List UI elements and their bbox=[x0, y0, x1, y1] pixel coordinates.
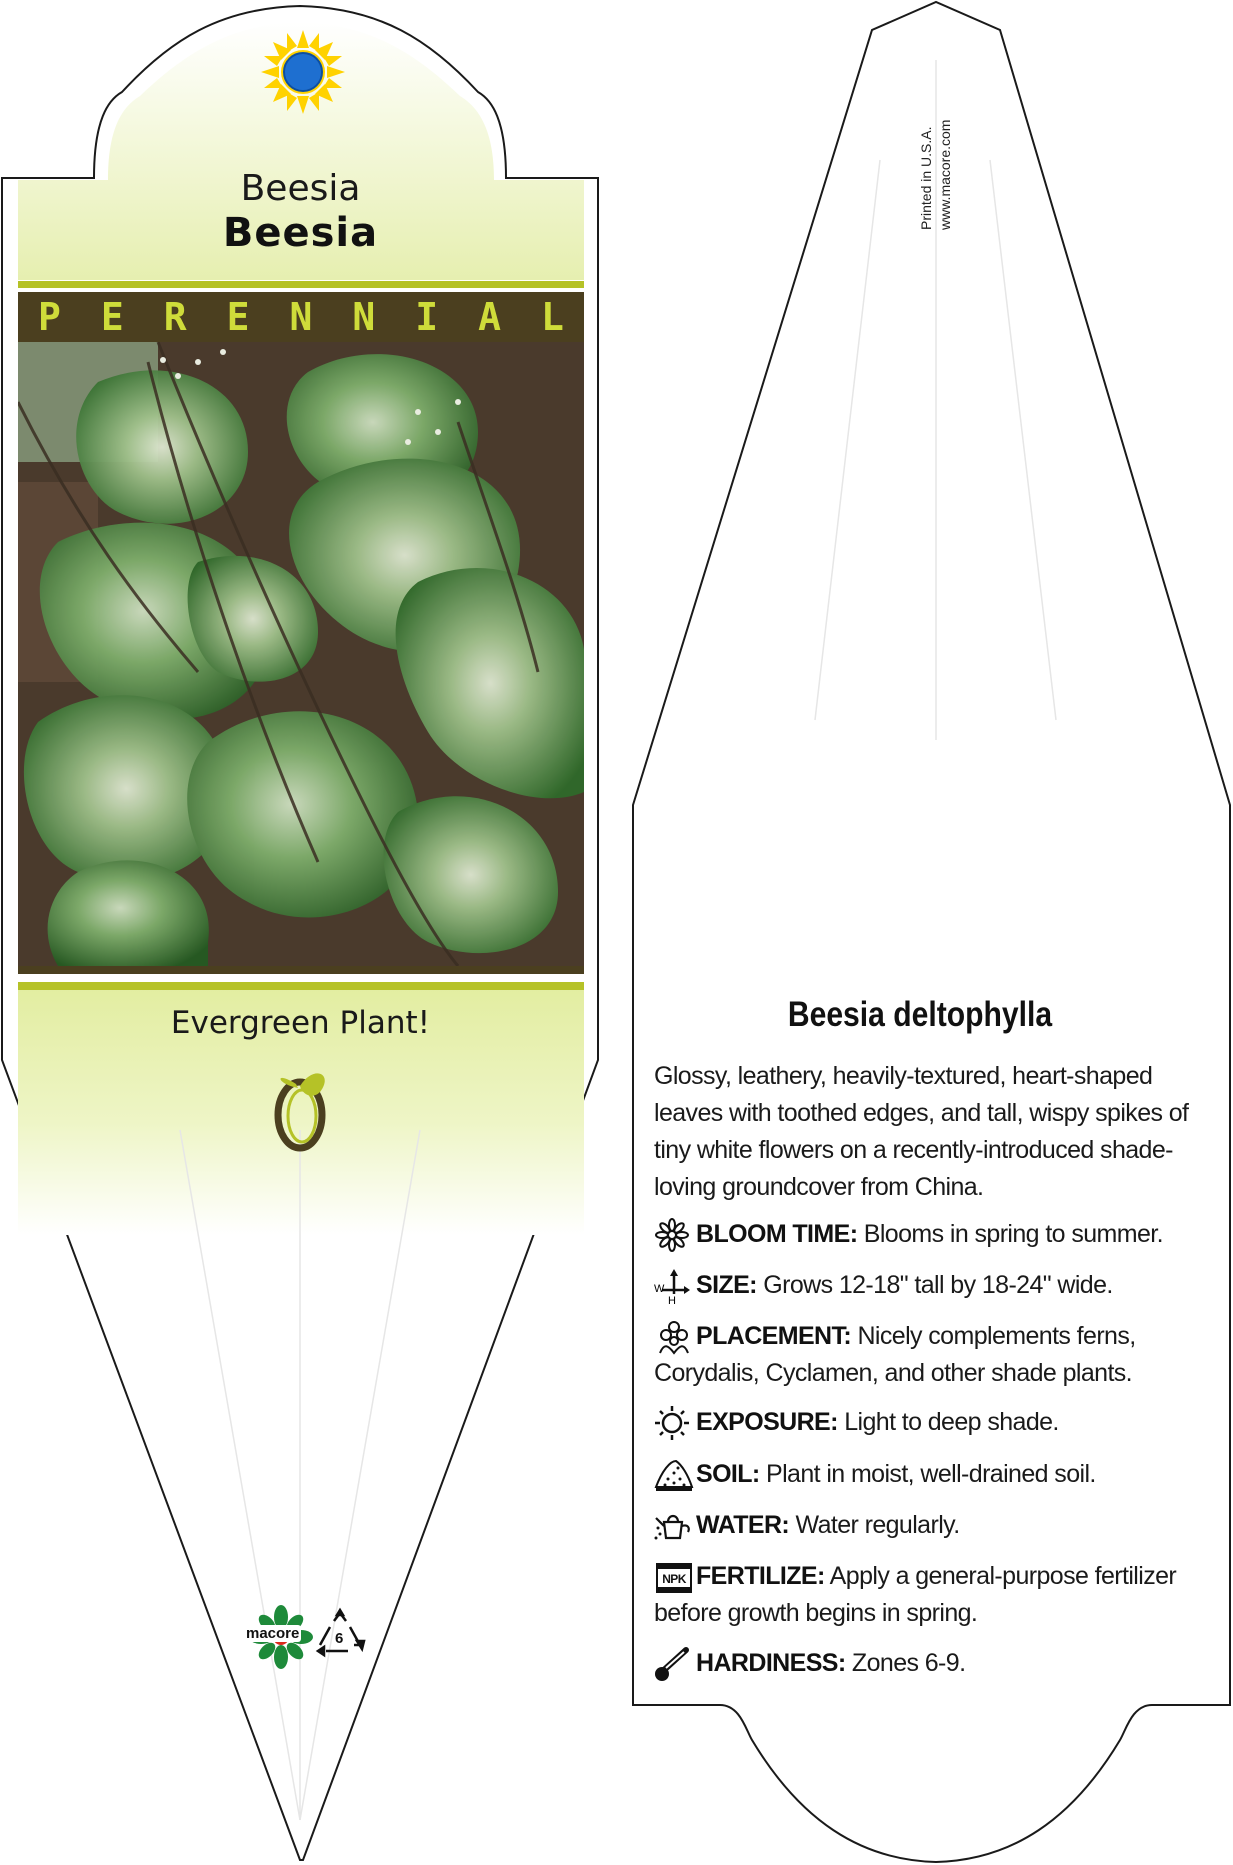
svg-text:W: W bbox=[654, 1283, 664, 1296]
front-stripe-bottom-2 bbox=[18, 982, 584, 990]
category-letter: E bbox=[226, 295, 250, 339]
plant-description: Glossy, leathery, heavily-textured, heart-shaped leaves with toothed edges, and tall, wispy spikes of tiny white flowers on a recently-introduced shade-loving groundcover from China. bbox=[654, 1062, 1189, 1201]
info-text: Apply a general-purpose fertilizer before growth begins in spring. bbox=[654, 1562, 1177, 1628]
info-label: SOIL: bbox=[696, 1460, 760, 1488]
info-label: FERTILIZE: bbox=[696, 1562, 825, 1590]
npk-icon bbox=[654, 1559, 694, 1595]
soil-icon bbox=[654, 1457, 694, 1493]
flower-icon bbox=[654, 1217, 694, 1253]
info-label: PLACEMENT: bbox=[696, 1322, 852, 1350]
sun-logo-icon bbox=[261, 30, 345, 114]
plant-photo bbox=[18, 342, 584, 966]
info-fertilize bbox=[654, 1558, 1214, 1631]
category-letter: N bbox=[352, 295, 376, 339]
front-stripe-top bbox=[18, 281, 584, 288]
info-text: Grows 12-18" tall by 18-24" wide. bbox=[756, 1271, 1113, 1299]
info-text: Zones 6-9. bbox=[845, 1649, 966, 1677]
info-soil bbox=[654, 1456, 1214, 1493]
tagline: Evergreen Plant! bbox=[170, 1005, 431, 1041]
recycle-code: 6 bbox=[335, 1630, 344, 1647]
category-letter: L bbox=[541, 295, 564, 339]
thermometer-icon bbox=[654, 1646, 694, 1682]
brand-name: macore bbox=[246, 1625, 300, 1642]
info-label: SIZE: bbox=[696, 1271, 757, 1299]
info-text: Blooms in spring to summer. bbox=[857, 1220, 1163, 1248]
svg-text:NPK: NPK bbox=[662, 1572, 686, 1587]
info-water bbox=[654, 1507, 1214, 1544]
sun-icon bbox=[654, 1405, 694, 1441]
info-text: Light to deep shade. bbox=[837, 1408, 1059, 1436]
plant-scientific-name: Beesia deltophylla bbox=[787, 995, 1053, 1034]
info-label: HARDINESS: bbox=[696, 1649, 846, 1677]
common-name: Beesia bbox=[240, 168, 361, 209]
category-banner bbox=[18, 292, 584, 342]
category-letter: R bbox=[163, 295, 187, 339]
info-placement bbox=[654, 1318, 1214, 1391]
info-exposure bbox=[654, 1404, 1214, 1441]
front-stripe-bottom-1 bbox=[18, 966, 584, 974]
size-icon bbox=[654, 1268, 694, 1304]
info-bloom-time bbox=[654, 1216, 1214, 1253]
placement-icon bbox=[654, 1319, 694, 1355]
watering-can-icon bbox=[654, 1508, 694, 1544]
info-label: WATER: bbox=[696, 1511, 790, 1539]
print-note-country: Printed in U.S.A. bbox=[918, 126, 934, 230]
info-label: EXPOSURE: bbox=[696, 1408, 838, 1436]
category-letter: I bbox=[415, 295, 439, 339]
botanical-name: Beesia bbox=[222, 210, 379, 256]
info-size bbox=[654, 1267, 1214, 1304]
category-letter: N bbox=[289, 295, 313, 339]
category-letter: A bbox=[478, 295, 502, 339]
info-hardiness bbox=[654, 1645, 1214, 1682]
info-text: Water regularly. bbox=[789, 1511, 960, 1539]
info-text: Nicely complements ferns, Corydalis, Cyclamen, and other shade plants. bbox=[654, 1322, 1136, 1388]
svg-text:H: H bbox=[668, 1295, 676, 1305]
info-label: BLOOM TIME: bbox=[696, 1220, 858, 1248]
info-text: Plant in moist, well-drained soil. bbox=[759, 1460, 1096, 1488]
category-letter: P bbox=[38, 295, 61, 339]
print-note-website: www.macore.com bbox=[937, 119, 953, 230]
category-letter: E bbox=[100, 295, 124, 339]
